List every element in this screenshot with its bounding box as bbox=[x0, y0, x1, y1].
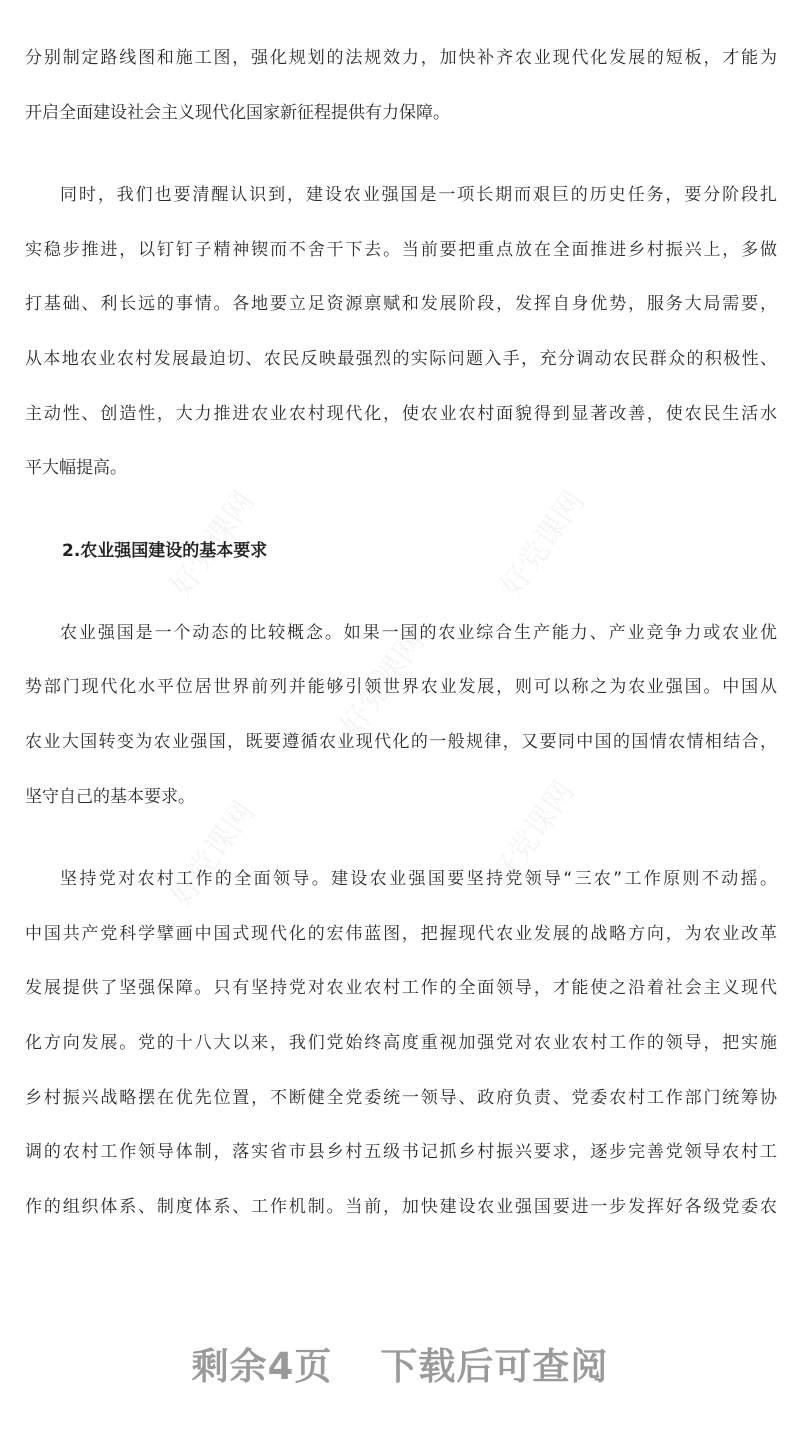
text-line: 势部门现代化水平位居世界前列并能够引领世界农业发展，则可以称之为农业强国。中国从 bbox=[25, 677, 777, 698]
download-to-view-label: 下载后可查阅 bbox=[380, 1345, 609, 1388]
remaining-pages-label: 剩余4页 bbox=[191, 1345, 333, 1388]
text-line: 主动性、创造性，大力推进农业农村现代化，使农业农村面貌得到显著改善，使农民生活水 bbox=[25, 403, 777, 424]
paragraph bbox=[25, 168, 777, 496]
text-line: 实稳步推进，以钉钉子精神锲而不舍干下去。当前要把重点放在全面推进乡村振兴上，多做 bbox=[25, 239, 777, 260]
download-prompt-banner[interactable] bbox=[0, 1336, 800, 1390]
text-line: 从本地农业农村发展最迫切、农民反映最强烈的实际问题入手，充分调动农民群众的积极性、 bbox=[25, 348, 777, 369]
text-line: 坚守自己的基本要求。 bbox=[25, 786, 195, 807]
paragraph bbox=[25, 606, 777, 825]
text-line: 农业大国转变为农业强国，既要遵循农业现代化的一般规律，又要同中国的国情农情相结合， bbox=[25, 732, 777, 753]
text-line: 打基础、利长远的事情。各地要立足资源禀赋和发展阶段，发挥自身优势，服务大局需要， bbox=[25, 294, 777, 315]
text-line: 开启全面建设社会主义现代化国家新征程提供有力保障。 bbox=[25, 102, 450, 123]
text-line: 调的农村工作领导体制，落实省市县乡村五级书记抓乡村振兴要求，逐步完善党领导农村工 bbox=[25, 1142, 777, 1163]
text-line: 农业强国是一个动态的比较概念。如果一国的农业综合生产能力、产业竞争力或农业优 bbox=[60, 622, 777, 643]
text-line: 发展提供了坚强保障。只有坚持党对农业农村工作的全面领导，才能使之沿着社会主义现代 bbox=[25, 978, 777, 999]
text-line: 坚持党对农村工作的全面领导。建设农业强国要坚持党领导“三农”工作原则不动摇。 bbox=[60, 868, 777, 889]
section-heading: 2.农业强国建设的基本要求 bbox=[62, 540, 268, 561]
text-line: 同时，我们也要清醒认识到，建设农业强国是一项长期而艰巨的历史任务，要分阶段扎 bbox=[60, 184, 777, 205]
document-body bbox=[25, 31, 777, 1262]
text-line: 乡村振兴战略摆在优先位置，不断健全党委统一领导、政府负责、党委农村工作部门统筹协 bbox=[25, 1087, 777, 1108]
text-line: 平大幅提高。 bbox=[25, 458, 127, 479]
text-line: 分别制定路线图和施工图，强化规划的法规效力，加快补齐农业现代化发展的短板，才能为 bbox=[25, 48, 777, 68]
text-line: 化方向发展。党的十八大以来，我们党始终高度重视加强党对农业农村工作的领导，把实施 bbox=[25, 1033, 777, 1053]
text-line: 中国共产党科学擘画中国式现代化的宏伟蓝图，把握现代农业发展的战略方向，为农业改革 bbox=[25, 923, 777, 944]
paragraph bbox=[25, 31, 777, 140]
text-line: 作的组织体系、制度体系、工作机制。当前，加快建设农业强国要进一步发挥好各级党委农 bbox=[25, 1197, 777, 1218]
paragraph bbox=[25, 852, 777, 1235]
